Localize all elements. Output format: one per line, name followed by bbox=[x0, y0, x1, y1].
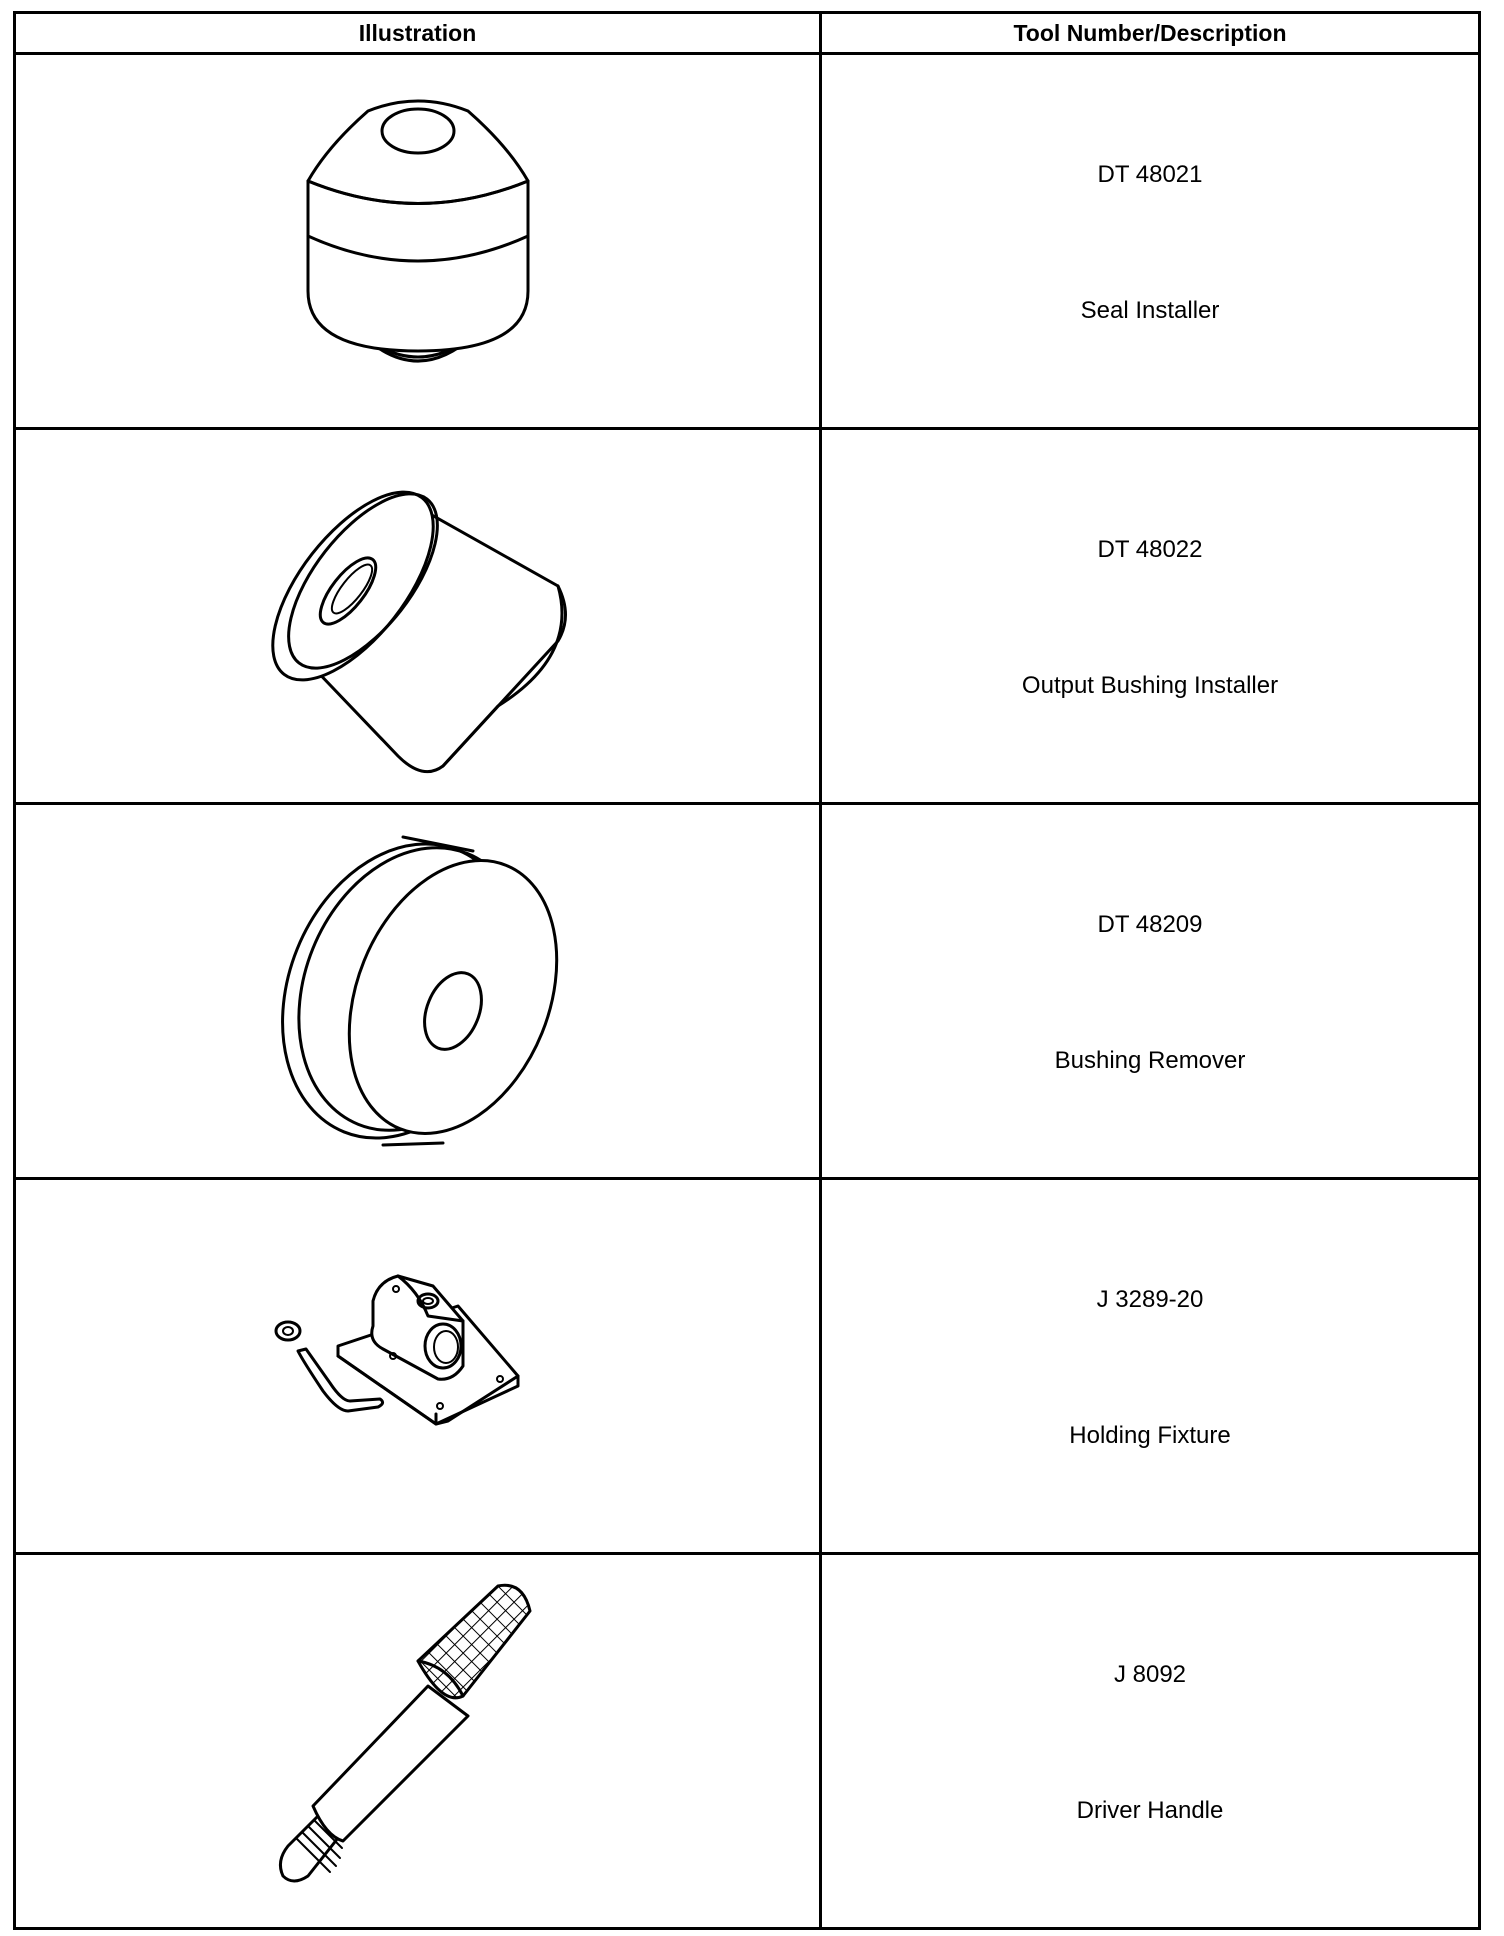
header-tool-description: Tool Number/Description bbox=[821, 13, 1480, 54]
seal-installer-icon bbox=[268, 86, 568, 396]
description-cell bbox=[821, 1554, 1480, 1929]
output-bushing-installer-icon bbox=[258, 456, 578, 776]
tool-number: J 3289-20 bbox=[1096, 1286, 1204, 1313]
tool-description: Output Bushing Installer bbox=[1021, 672, 1279, 699]
bushing-remover-icon bbox=[273, 831, 563, 1151]
tool-number: J 8092 bbox=[1113, 1661, 1187, 1688]
tool-table bbox=[13, 11, 1481, 1930]
illustration-cell bbox=[15, 804, 821, 1179]
illustration-cell bbox=[15, 1554, 821, 1929]
tool-description: Holding Fixture bbox=[1069, 1422, 1231, 1449]
description-cell bbox=[821, 429, 1480, 804]
driver-handle-icon bbox=[268, 1576, 568, 1906]
table-row bbox=[15, 804, 1480, 1179]
header-illustration: Illustration bbox=[15, 13, 821, 54]
tool-number: DT 48022 bbox=[1097, 536, 1203, 563]
illustration-cell bbox=[15, 54, 821, 429]
tool-number: DT 48021 bbox=[1097, 161, 1203, 188]
table-row bbox=[15, 54, 1480, 429]
table-row bbox=[15, 1179, 1480, 1554]
header-row bbox=[15, 13, 1480, 54]
tool-description: Seal Installer bbox=[1080, 297, 1220, 324]
tool-description: Driver Handle bbox=[1076, 1797, 1224, 1824]
illustration-cell bbox=[15, 1179, 821, 1554]
description-cell bbox=[821, 54, 1480, 429]
description-cell bbox=[821, 1179, 1480, 1554]
table-row bbox=[15, 1554, 1480, 1929]
tool-number: DT 48209 bbox=[1097, 911, 1203, 938]
illustration-cell bbox=[15, 429, 821, 804]
holding-fixture-icon bbox=[268, 1271, 568, 1461]
description-cell bbox=[821, 804, 1480, 1179]
tool-description: Bushing Remover bbox=[1054, 1047, 1246, 1074]
table-row bbox=[15, 429, 1480, 804]
